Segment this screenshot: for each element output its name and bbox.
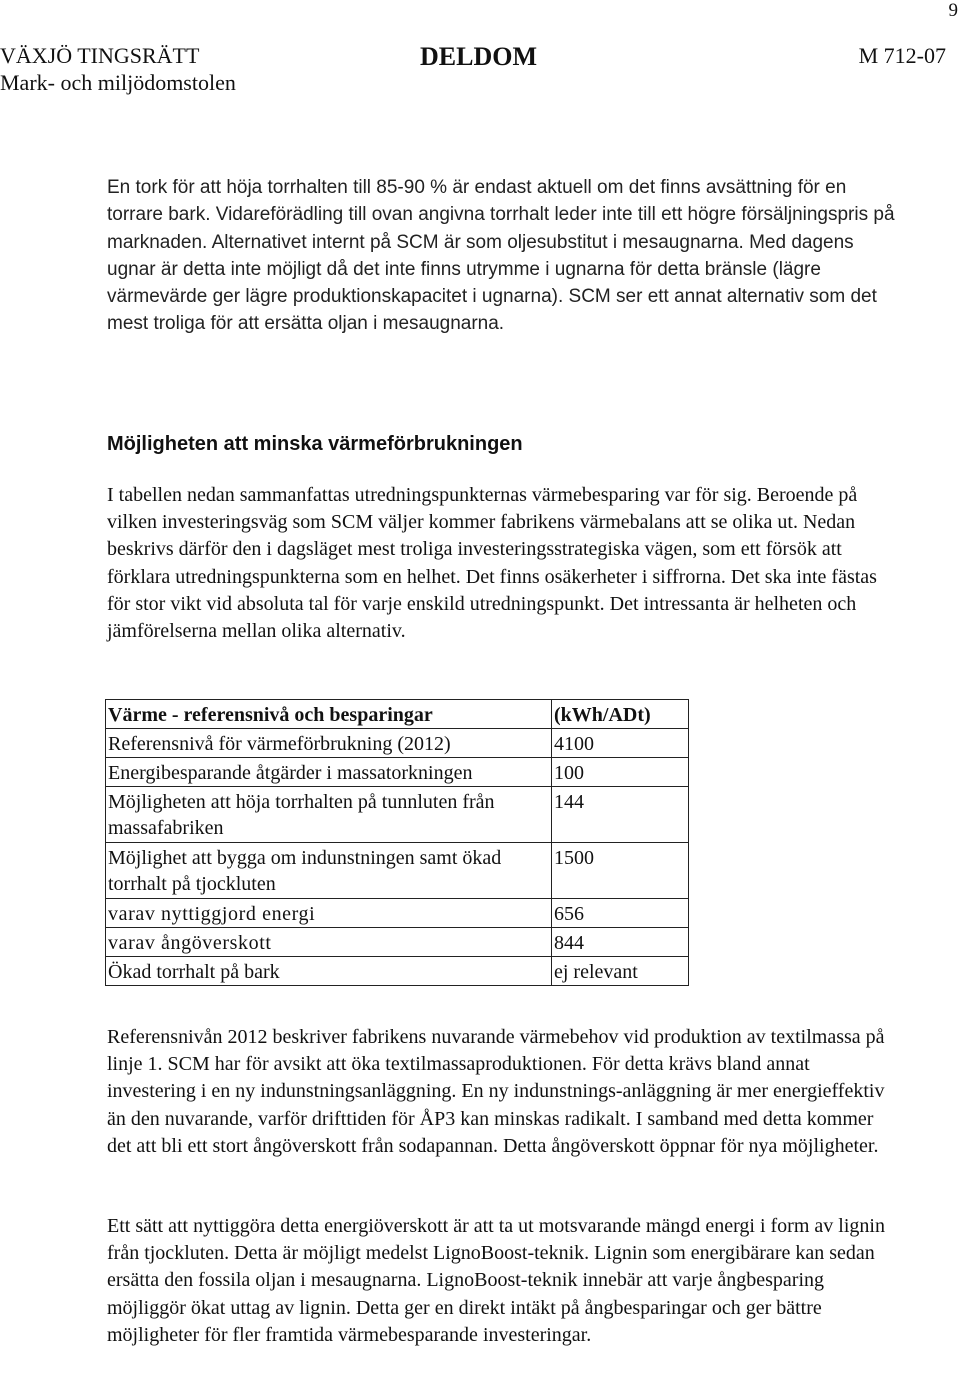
body-text-block-2	[107, 482, 897, 645]
table-row	[106, 957, 689, 986]
paragraph-reference-level: Referensnivån 2012 beskriver fabrikens nuvarande värmebehov vid produktion av textilmassa på linje 1. SCM har för avsikt att öka textilmassaproduktionen. För detta krävs bland annat investering i en ny indunstningsanläggning. En ny indunstnings-anläggning är mer energieffektiv än den nuvarande, varför drifttiden för ÅP3 kan minskas radikalt. I samband med detta kommer det att bli ett stort ångöverskott från sodapannan. Detta ångöverskott öppnar för nya möjligheter.	[107, 1026, 885, 1157]
table-row	[106, 899, 689, 928]
paragraph-bark-drying: En tork för att höja torrhalten till 85-90 % är endast aktuell om det finns avsättning för en torrare bark. Vidareförädling till ovan angivna torrhalt leder inte till ett högre försäljningspris på marknaden. Alternativet internt på SCM är som oljesubstitut i mesaugnarna. Med dagens ugnar är detta inte möjligt då det inte finns utrymme i ugnarna för detta bränsle (lägre värmevärde ger lägre produktionskapacitet i ugnarna). SCM ser ett annat alternativ som det mest troliga för att ersätta oljan i mesaugnarna.	[107, 177, 895, 335]
document-header	[0, 42, 960, 102]
table-header-row	[106, 700, 689, 729]
paragraph-table-intro: I tabellen nedan sammanfattas utredningspunkternas värmebesparing var för sig. Beroende på vilken investeringsväg som SCM väljer kommer fabrikens värmebalans att se olika ut. Nedan beskrivs därför den i dagsläget mest troliga investeringsstrategiska vägen, som ett försök att förklara utredningspunkterna som en helhet. Det finns osäkerheter i siffrorna. Det ska inte fästas för stor vikt vid absoluta tal för varje enskild utredningspunkt. Det intressanta är helheten och jämförelserna mellan olika alternativ.	[107, 484, 877, 643]
body-text-block-3	[107, 1024, 897, 1160]
table-row	[106, 787, 689, 843]
table-row	[106, 758, 689, 787]
table-cell-value: 1500	[552, 843, 689, 899]
table-cell-label: Energibesparande åtgärder i massatorkningen	[106, 758, 552, 787]
body-text-block-4	[107, 1213, 897, 1349]
paragraph-lignoboost: Ett sätt att nyttiggöra detta energiöverskott är att ta ut motsvarande mängd energi i form av lignin från tjockluten. Detta är möjligt medelst LignoBoost-teknik. Lignin som energibärare kan sedan ersätta den fossila oljan i mesaugnarna. LignoBoost-teknik innebär att varje ångbesparing möjliggör ökat uttag av lignin. Detta ger en direkt intäkt på ångbesparingar och ger bättre möjligheter för fler framtida värmebesparande investeringar.	[107, 1215, 885, 1346]
table-cell-value: 656	[552, 899, 689, 928]
table-cell-label: varav ångöverskott	[106, 928, 552, 957]
page-number: 9	[948, 0, 958, 21]
table-header-label: Värme - referensnivå och besparingar	[106, 700, 552, 729]
table-cell-label: varav nyttiggjord energi	[106, 899, 552, 928]
heat-savings-table	[105, 699, 689, 986]
table-cell-label: Möjlighet att bygga om indunstningen samt ökad torrhalt på tjockluten	[106, 843, 552, 899]
table-cell-label: Referensnivå för värmeförbrukning (2012)	[106, 729, 552, 758]
table-row	[106, 729, 689, 758]
table-cell-value: 144	[552, 787, 689, 843]
table-row	[106, 928, 689, 957]
table-cell-label: Ökad torrhalt på bark	[106, 957, 552, 986]
document-type: DELDOM	[420, 42, 537, 71]
court-name: VÄXJÖ TINGSRÄTT	[0, 43, 200, 68]
table-row	[106, 843, 689, 899]
table-cell-value: 4100	[552, 729, 689, 758]
section-heading: Möjligheten att minska värmeförbrukningen	[107, 433, 523, 455]
body-text-block-1	[107, 174, 897, 338]
case-number: M 712-07	[858, 43, 946, 68]
court-department: Mark- och miljödomstolen	[0, 70, 236, 95]
table-header-unit: (kWh/ADt)	[552, 700, 689, 729]
table-cell-value: 844	[552, 928, 689, 957]
table-cell-value: ej relevant	[552, 957, 689, 986]
table-cell-label: Möjligheten att höja torrhalten på tunnluten från massafabriken	[106, 787, 552, 843]
table-cell-value: 100	[552, 758, 689, 787]
